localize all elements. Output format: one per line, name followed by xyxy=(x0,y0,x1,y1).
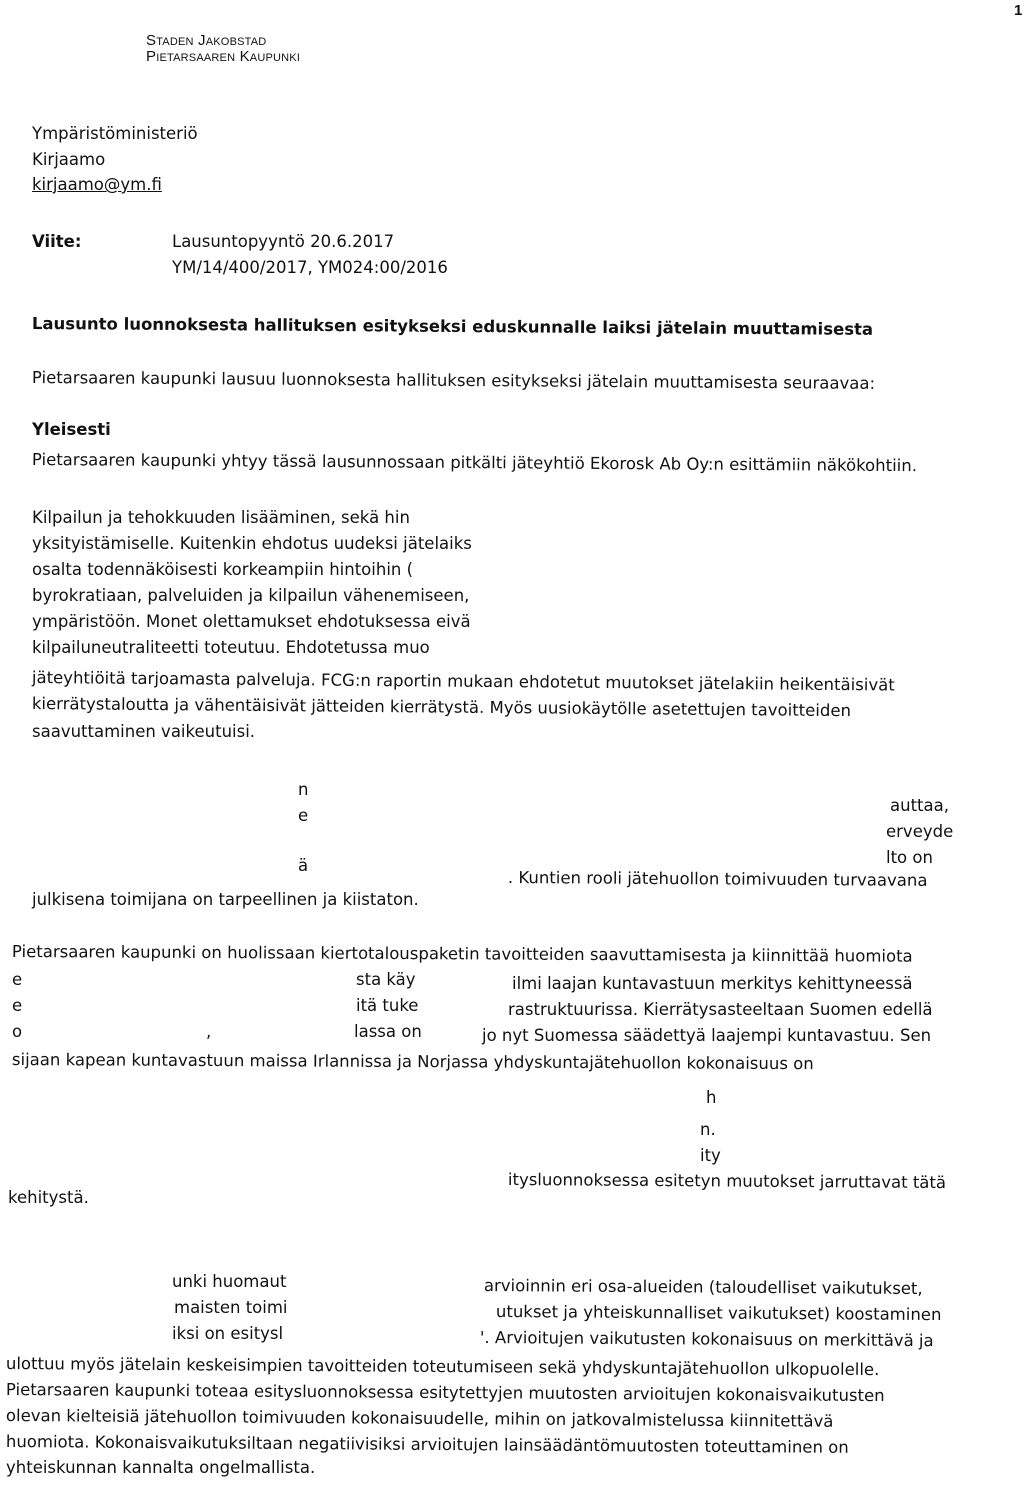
reference-request: Lausuntopyyntö 20.6.2017 xyxy=(172,232,395,251)
text-fragment: unki huomaut xyxy=(172,1272,287,1291)
general-paragraph: Pietarsaaren kaupunki yhtyy tässä lausunnossaan pitkälti jäteyhtiö Ekorosk Ab Oy:n esittämiin näkökohtiin. xyxy=(31,450,918,476)
document-heading: Lausunto luonnoksesta hallituksen esitykseksi eduskunnalle laiksi jätelain muuttamisesta xyxy=(31,314,874,339)
text-fragment: iksi on esitysl xyxy=(172,1324,284,1343)
paragraph-line: yhteiskunnan kannalta ongelmallista. xyxy=(6,1458,316,1477)
reference-numbers: YM/14/400/2017, YM024:00/2016 xyxy=(172,258,448,277)
text-fragment: kehitystä. xyxy=(8,1188,89,1207)
text-fragment: itysluonnoksessa esitetyn muutokset jarruttavat tätä xyxy=(507,1170,947,1193)
text-fragment: jo nyt Suomessa säädettyä laajempi kuntavastuu. Sen xyxy=(482,1026,932,1045)
text-fragment: utukset ja yhteiskunnalliset vaikutukset) koostaminen xyxy=(495,1302,942,1325)
text-fragment: lassa on xyxy=(354,1022,422,1041)
recipient-name: Ympäristöministeriö xyxy=(32,124,198,143)
text-fragment: erveyde xyxy=(886,822,954,841)
recipient-email-link[interactable]: kirjaamo@ym.fi xyxy=(32,175,162,194)
letterhead-swedish-name: Staden Jakobstad xyxy=(146,32,267,49)
paragraph-line: osalta todennäköisesti korkeampiin hintoihin ( xyxy=(32,560,414,579)
text-fragment: itä tuke xyxy=(356,996,419,1015)
text-fragment: . Kuntien rooli jätehuollon toimivuuden turvaavana xyxy=(507,868,928,890)
paragraph-line: yksityistämiselle. Kuitenkin ehdotus uudeksi jätelaiks xyxy=(32,534,472,553)
paragraph-line: Pietarsaaren kaupunki toteaa esitysluonnoksessa esitytettyjen muutosten arvioitujen kokonaisvaikutusten xyxy=(5,1380,885,1406)
letterhead-finnish-name: Pietarsaaren Kaupunki xyxy=(146,48,301,65)
text-fragment: rastruktuurissa. Kierrätysasteeltaan Suomen edellä xyxy=(508,1000,933,1019)
text-fragment: , xyxy=(206,1022,212,1041)
text-fragment: '. Arvioitujen vaikutusten kokonaisuus on merkittävä ja xyxy=(479,1328,934,1351)
text-fragment: e xyxy=(12,970,23,989)
paragraph-line: byrokratiaan, palveluiden ja kilpailun vähenemiseen, xyxy=(32,586,470,605)
paragraph-line: huomiota. Kokonaisvaikutuksiltaan negatiivisiksi arvioitujen lainsäädäntömuutosten toteuttaminen on xyxy=(5,1432,849,1457)
text-fragment: e xyxy=(298,806,309,825)
paragraph-line: saavuttaminen vaikeutuisi. xyxy=(32,722,256,741)
paragraph-line: julkisena toimijana on tarpeellinen ja kiistaton. xyxy=(32,890,419,909)
text-fragment: h xyxy=(706,1088,717,1107)
paragraph-line: jäteyhtiöitä tarjoamasta palveluja. FCG:n raportin mukaan ehdotetut muutokset jätelakiin heikentäisivät xyxy=(31,668,895,695)
text-fragment: sta käy xyxy=(356,970,416,989)
paragraph-line: sijaan kapean kuntavastuun maissa Irlannissa ja Norjassa yhdyskuntajätehuollon kokonaisuus on xyxy=(11,1050,814,1074)
paragraph-line: Kilpailun ja tehokkuuden lisääminen, sekä hin xyxy=(32,508,410,527)
text-fragment: o xyxy=(12,1022,23,1041)
text-fragment: maisten toimi xyxy=(174,1298,288,1317)
text-fragment: auttaa, xyxy=(890,796,949,815)
paragraph-line: kierrätystaloutta ja vähentäisivät jätteiden kierrätystä. Myös uusiokäytölle asetettujen tavoitteiden xyxy=(31,694,852,721)
text-fragment: lto on xyxy=(886,848,933,867)
intro-paragraph: Pietarsaaren kaupunki lausuu luonnoksesta hallituksen esitykseksi jätelain muuttamisesta seuraavaa: xyxy=(31,368,876,393)
reference-label: Viite: xyxy=(32,232,82,251)
text-fragment: n. xyxy=(700,1120,716,1139)
paragraph-line: ulottuu myös jätelain keskeisimpien tavoitteiden toteutumiseen sekä yhdyskuntajätehuollon ulkopuolelle. xyxy=(5,1354,880,1380)
text-fragment: ilmi laajan kuntavastuun merkitys kehittyneessä xyxy=(512,974,913,993)
page-number: 1 xyxy=(1014,2,1023,19)
text-fragment: ä xyxy=(298,856,309,875)
text-fragment: e xyxy=(12,996,23,1015)
paragraph-line: Pietarsaaren kaupunki on huolissaan kiertotalouspaketin tavoitteiden saavuttamisesta ja kiinnittää huomiota xyxy=(11,942,913,966)
text-fragment: n xyxy=(298,780,309,799)
section-title-general: Yleisesti xyxy=(32,420,111,439)
paragraph-line: ympäristöön. Monet olettamukset ehdotuksessa eivä xyxy=(32,612,471,631)
paragraph-line: olevan kielteisiä jätehuollon toimivuuden kokonaisuudelle, mihin on jatkovalmistelussa kiinnitettävä xyxy=(5,1406,834,1431)
text-fragment: arvioinnin eri osa-alueiden (taloudelliset vaikutukset, xyxy=(483,1276,923,1299)
text-fragment: ity xyxy=(700,1146,721,1165)
recipient-office: Kirjaamo xyxy=(32,150,106,169)
paragraph-line: kilpailuneutraliteetti toteutuu. Ehdotetussa muo xyxy=(32,638,430,657)
